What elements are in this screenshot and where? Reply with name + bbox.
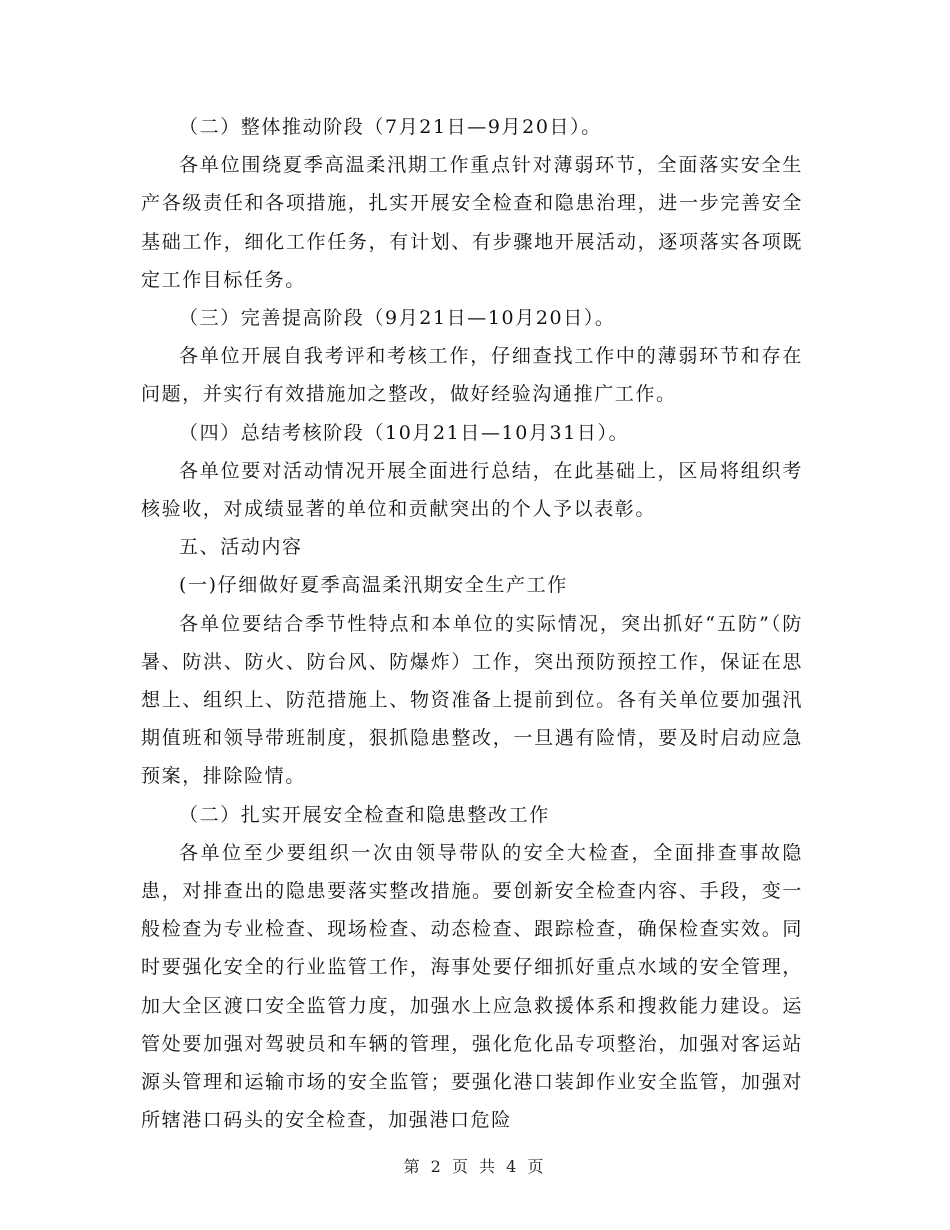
paragraph-stage-2: 各单位围绕夏季高温柔汛期工作重点针对薄弱环节，全面落实安全生产各级责任和各项措施，扎实开展安全检查和隐患治理，进一步完善安全基础工作，细化工作任务，有计划、有步骤地开展活动，逐项落实各项既定工作目标任务。: [141, 154, 803, 291]
section-heading-stage-4: （四）总结考核阶段（10月21日—10月31日）。: [179, 421, 630, 444]
paragraph-stage-4: 各单位要对活动情况开展全面进行总结，在此基础上，区局将组织考核验收，对成绩显著的单位和贡献突出的个人予以表彰。: [141, 459, 803, 521]
section-heading-activity-content: 五、活动内容: [179, 536, 303, 559]
subheading-safety-inspection: （二）扎实开展安全检查和隐患整改工作: [179, 803, 550, 826]
paragraph-summer-safety: 各单位要结合季节性特点和本单位的实际情况，突出抓好“五防”（防暑、防洪、防火、防台风、防爆炸）工作，突出预防预控工作，保证在思想上、组织上、防范措施上、物资准备上提前到位。各有关单位要加强汛期值班和领导带班制度，狠抓隐患整改，一旦遇有险情，要及时启动应急预案，排除险情。: [141, 612, 803, 788]
document-body: [141, 108, 803, 1139]
page-number-footer: 第 2 页 共 4 页: [403, 1157, 547, 1176]
subheading-summer-safety: (一)仔细做好夏季高温柔汛期安全生产工作: [179, 574, 568, 597]
section-heading-stage-2: （二）整体推动阶段（7月21日—9月20日）。: [179, 116, 602, 138]
paragraph-safety-inspection: 各单位至少要组织一次由领导带队的安全大检查，全面排查事故隐患，对排查出的隐患要落实整改措施。要创新安全检查内容、手段，变一般检查为专业检查、现场检查、动态检查、跟踪检查，确保检查实效。同时要强化安全的行业监管工作，海事处要仔细抓好重点水域的安全管理，加大全区渡口安全监管力度，加强水上应急救援体系和搜救能力建设。运管处要加强对驾驶员和车辆的管理，强化危化品专项整治，加强对客运站源头管理和运输市场的安全监管；要强化港口装卸作业安全监管，加强对所辖港口码头的安全检查，加强港口危险: [141, 841, 803, 1132]
paragraph-stage-3: 各单位开展自我考评和考核工作，仔细查找工作中的薄弱环节和存在问题，并实行有效措施加之整改，做好经验沟通推广工作。: [141, 345, 803, 406]
section-heading-stage-3: （三）完善提高阶段（9月21日—10月20日）。: [179, 307, 616, 330]
